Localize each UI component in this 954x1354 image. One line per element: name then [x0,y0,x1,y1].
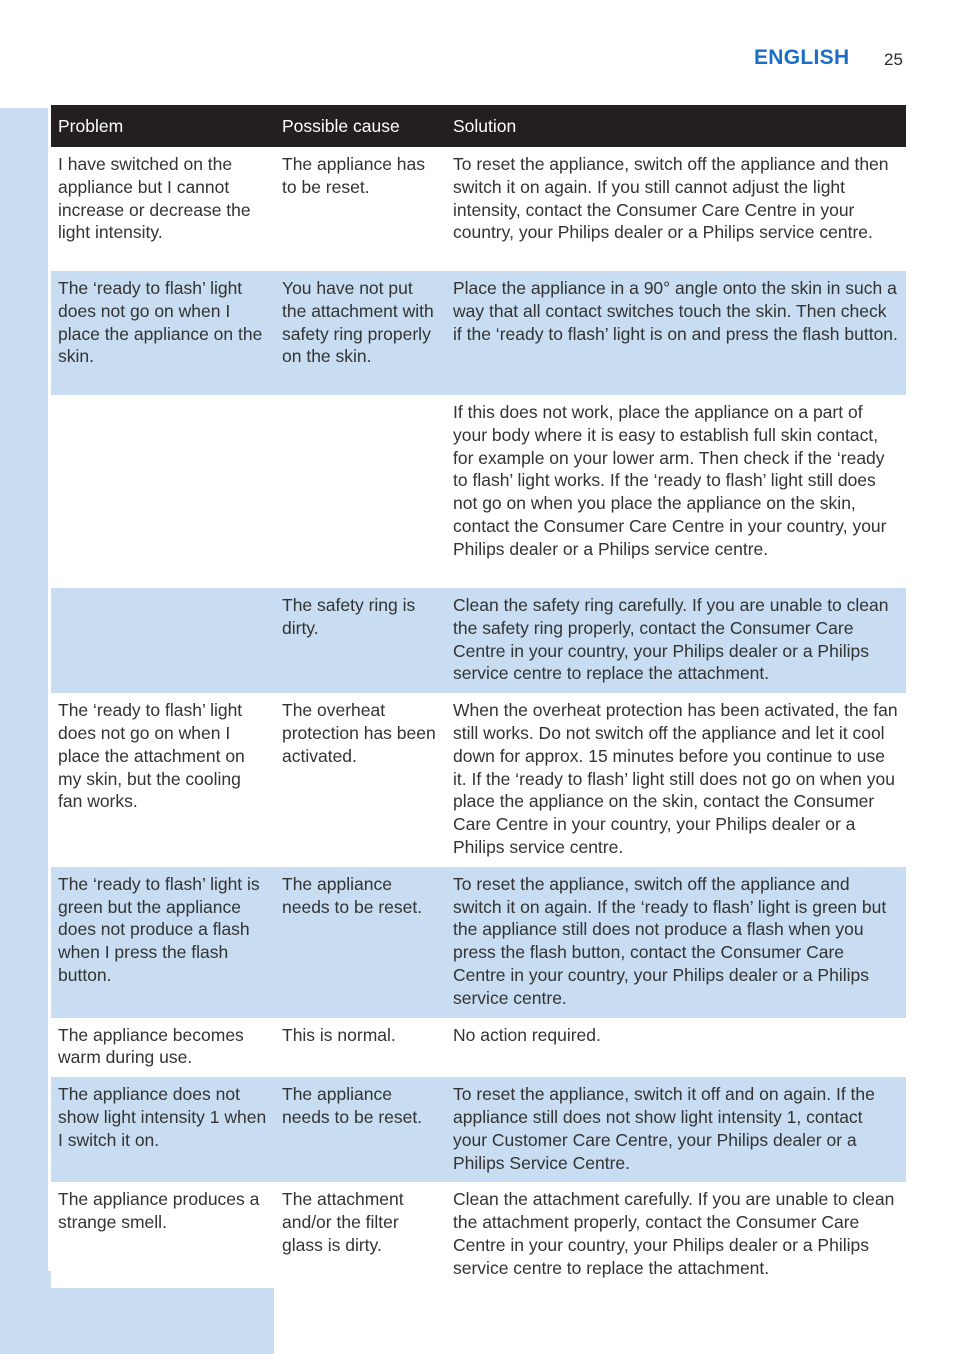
solution-cell: To reset the appliance, switch off the appliance and then switch it on again. If you still cannot adjust the light intensity, contact the Consumer Care Centre in your country, your Philips dealer or a Philips service centre. [446,147,906,271]
solution-cell: When the overheat protection has been activated, the fan still works. Do not switch off the appliance and let it cool down for approx. 15 minutes before you continue to use it. If the ‘ready to flash’ light still does not go on when you place the appliance on the skin, contact the Consumer Care Centre in your country, your Philips dealer or a Philips service centre. [446,693,906,867]
left-margin-band [0,108,48,1354]
cause-cell: The appliance needs to be reset. [275,1077,446,1182]
cause-cell: This is normal. [275,1018,446,1078]
table-row [51,1182,906,1287]
page-number: 25 [884,50,903,69]
cause-cell: The safety ring is dirty. [275,588,446,693]
column-header-cause: Possible cause [275,105,446,147]
problem-cell: The ‘ready to flash’ light does not go on when I place the appliance on the skin. [51,271,275,395]
column-header-solution: Solution [446,105,906,147]
cause-cell: You have not put the attachment with safety ring properly on the skin. [275,271,446,395]
solution-cell: Clean the attachment carefully. If you are unable to clean the attachment properly, contact the Consumer Care Centre in your country, your Philips dealer or a Philips service centre to replace the attachment. [446,1182,906,1287]
table-row [51,1018,906,1078]
problem-cell: The ‘ready to flash’ light is green but the appliance does not produce a flash when I press the flash button. [51,867,275,1018]
problem-cell [51,395,275,588]
language-label: ENGLISH [754,46,850,69]
cause-cell: The appliance has to be reset. [275,147,446,271]
solution-cell: If this does not work, place the appliance on a part of your body where it is easy to establish full skin contact, for example on your lower arm. Then check if the ‘ready to flash’ light works. If the ‘ready to flash’ light still does not go on when you place the appliance on the skin, contact the Consumer Care Centre in your country, your Philips dealer or a Philips service centre. [446,395,906,588]
table-row [51,867,906,1018]
solution-cell: Clean the safety ring carefully. If you are unable to clean the safety ring properly, contact the Consumer Care Centre in your country, your Philips dealer or a Philips service centre to replace the attachment. [446,588,906,693]
solution-cell: Place the appliance in a 90° angle onto the skin in such a way that all contact switches touch the skin. Then check if the ‘ready to flash’ light is on and press the flash button. [446,271,906,395]
solution-cell: No action required. [446,1018,906,1078]
problem-cell: The appliance produces a strange smell. [51,1182,275,1287]
cause-cell: The attachment and/or the filter glass is dirty. [275,1182,446,1287]
table-row [51,395,906,588]
table-row [51,147,906,271]
table-row [51,271,906,395]
solution-cell: To reset the appliance, switch it off and on again. If the appliance still does not show light intensity 1, contact your Customer Care Centre, your Philips dealer or a Philips Service Centre. [446,1077,906,1182]
problem-cell: The appliance becomes warm during use. [51,1018,275,1078]
cause-cell: The overheat protection has been activated. [275,693,446,867]
table-row [51,1077,906,1182]
problem-cell: The ‘ready to flash’ light does not go on when I place the attachment on my skin, but the cooling fan works. [51,693,275,867]
cause-cell [275,395,446,588]
troubleshooting-table [51,105,906,1288]
solution-cell: To reset the appliance, switch off the appliance and switch it on again. If the ‘ready to flash’ light is green but the appliance still does not produce a flash when you press the flash button, contact the Consumer Care Centre in your country, your Philips dealer or a Philips service centre. [446,867,906,1018]
table-row [51,693,906,867]
cause-cell: The appliance needs to be reset. [275,867,446,1018]
column-header-problem: Problem [51,105,275,147]
problem-cell: I have switched on the appliance but I cannot increase or decrease the light intensity. [51,147,275,271]
problem-cell: The appliance does not show light intensity 1 when I switch it on. [51,1077,275,1182]
table-row [51,588,906,693]
problem-cell [51,588,275,693]
table-header-row [51,105,906,147]
